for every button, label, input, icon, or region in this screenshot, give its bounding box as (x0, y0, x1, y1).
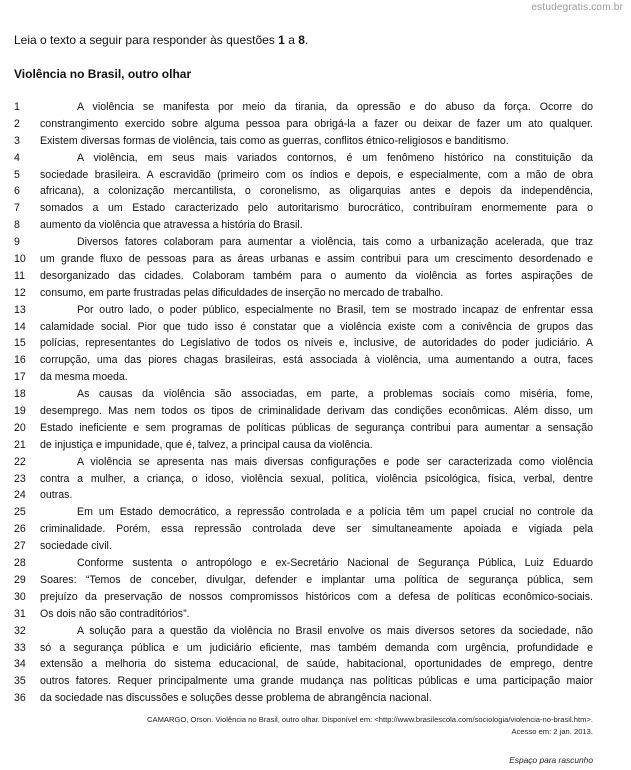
line-text: calamidade social. Pior que tudo isso é constatar que a violência existe com a conivência de grupos das (40, 320, 593, 333)
line-number: 31 (14, 607, 26, 620)
line-number: 19 (14, 405, 26, 418)
text-line (14, 386, 593, 403)
line-text: A solução para a questão da violência no Brasil envolve os mais diversos setores da sociedade, não (77, 624, 593, 637)
line-text: africana), a colonização mercantilista, o coronelismo, as oligarquias antes e depois da independência, (40, 185, 593, 198)
text-title: Violência no Brasil, outro olhar (14, 67, 192, 81)
line-number: 30 (14, 590, 26, 603)
text-line (14, 150, 593, 167)
line-number: 32 (14, 624, 26, 637)
text-line (14, 437, 593, 454)
line-number: 8 (14, 219, 20, 232)
text-line (14, 487, 593, 504)
line-text: da sociedade nas discussões e soluções desse problema de abrangência nacional. (40, 692, 432, 705)
line-number: 23 (14, 472, 26, 485)
source-citation-line: CAMARGO, Orson. Violência no Brasil, outro olhar. Disponível em: <http://www.brasilescola.com/sociologia/violencia-no-brasil.htm>. (147, 715, 593, 724)
text-line (14, 572, 593, 589)
line-number: 10 (14, 253, 26, 266)
line-text: A violência se manifesta por meio da tirania, da opressão e do abuso da força. Ocorre do (77, 101, 593, 113)
line-number: 33 (14, 641, 26, 654)
text-line (14, 640, 593, 657)
line-number: 24 (14, 489, 26, 502)
source-access-date: Acesso em: 2 jan. 2013. (511, 727, 593, 736)
line-text: somados a um Estado caracterizado pelo autoritarismo burocrático, contribuíram enormemente para o (40, 202, 593, 215)
text-line (14, 302, 593, 319)
line-number: 28 (14, 557, 26, 570)
site-watermark: estudegratis.com.br (531, 2, 623, 13)
line-number: 12 (14, 286, 26, 299)
line-text: Soares: “Temos de conceber, divulgar, defender e implantar uma política de segurança pública, sem (40, 573, 593, 586)
line-text: consumo, em parte frustradas pelas dificuldades de inserção no mercado de trabalho. (40, 286, 444, 299)
line-number: 16 (14, 354, 26, 367)
line-number: 36 (14, 692, 26, 705)
draft-space-label: Espaço para rascunho (509, 755, 593, 765)
line-number: 27 (14, 540, 26, 553)
line-number: 22 (14, 455, 26, 468)
text-line (14, 538, 593, 555)
text-line (14, 116, 593, 133)
line-text: Por outro lado, o poder público, especialmente no Brasil, tem se mostrado incapaz de enfrentar essa (77, 303, 593, 316)
line-text: um grande fluxo de pessoas para as áreas urbanas e assim contribui para um crescimento desordenado e (40, 253, 593, 266)
line-text: Estado ineficiente e sem programas de políticas públicas de segurança contribui para aumentar a sensação (40, 421, 593, 434)
text-line (14, 420, 593, 437)
text-line (14, 589, 593, 606)
line-text: outras. (40, 489, 73, 502)
line-text: desorganizado das cidades. Colaboram também para o aumento da violência as fortes aspirações de (40, 269, 593, 282)
text-line (14, 251, 593, 268)
line-number: 17 (14, 371, 26, 384)
text-line (14, 504, 593, 521)
text-line (14, 319, 593, 336)
intro-instruction: Leia o texto a seguir para responder às questões 1 a 8. (14, 33, 309, 47)
line-text: A violência se apresenta nas mais diversas configurações e pode ser caracterizada como violência (77, 455, 593, 468)
line-text: sociedade brasileira. A escravidão (primeiro com os índios e depois, e especialmente, com a mão de obra (40, 168, 593, 181)
text-line (14, 690, 593, 707)
line-number: 1 (14, 101, 20, 113)
line-text: da mesma moeda. (40, 371, 128, 384)
line-text: desemprego. Mas nem todos os tipos de criminalidade derivam das condições econômicas. Além disso, um (40, 405, 593, 418)
text-line (14, 200, 593, 217)
line-number: 11 (14, 269, 25, 282)
line-number: 3 (14, 134, 20, 147)
line-number: 25 (14, 506, 26, 519)
text-line (14, 623, 593, 640)
line-number: 18 (14, 388, 26, 401)
line-text: Existem diversas formas de violência, tais como as guerras, conflitos étnico-religiosos e banditismo. (40, 134, 509, 147)
text-line (14, 521, 593, 538)
line-text: sociedade civil. (40, 540, 112, 553)
line-number: 34 (14, 658, 26, 671)
text-line (14, 183, 593, 200)
line-number: 29 (14, 573, 26, 586)
text-line (14, 673, 593, 690)
line-number: 2 (14, 117, 20, 130)
text-line (14, 454, 593, 471)
text-line (14, 167, 593, 184)
line-number: 5 (14, 168, 20, 181)
line-text: Diversos fatores colaboram para aumentar a violência, tais como a urbanização acelerada, que traz (77, 236, 593, 249)
text-line (14, 352, 593, 369)
text-line (14, 369, 593, 386)
line-text: só a segurança pública e um judiciário eficiente, mas também demanda com urgência, profundidade e (40, 641, 593, 654)
line-text: Em um Estado democrático, a repressão controlada e a polícia têm um papel crucial no controle da (77, 506, 593, 519)
line-text: prejuízo da preservação de nossos compromissos históricos com a defesa de políticas econômico-sociais. (40, 590, 593, 603)
line-text: Conforme sustenta o antropólogo e ex-Secretário Nacional de Segurança Pública, Luiz Eduardo (77, 557, 593, 570)
line-text: Os dois não são contraditórios”. (40, 607, 190, 620)
line-text: aumento da violência que atravessa a história do Brasil. (40, 219, 303, 232)
numbered-text-body (14, 99, 593, 707)
line-text: As causas da violência são associadas, em parte, a problemas sociais como miséria, fome, (77, 388, 593, 401)
text-line (14, 285, 593, 302)
text-line (14, 656, 593, 673)
line-text: outros fatores. Requer principalmente uma grande mudança nas políticas públicas e uma participação maior (40, 675, 593, 688)
line-number: 7 (14, 202, 20, 215)
line-number: 4 (14, 151, 20, 164)
line-text: A violência, em seus mais variados contornos, é um fenômeno histórico na constituição da (77, 151, 593, 164)
line-number: 15 (14, 337, 26, 350)
line-number: 20 (14, 421, 26, 434)
line-number: 6 (14, 185, 20, 198)
text-line (14, 555, 593, 572)
line-number: 21 (14, 438, 26, 451)
line-text: polícias, representantes do Legislativo de todos os níveis e, inclusive, de autoridades do poder judiciário. A (40, 337, 593, 350)
text-line (14, 335, 593, 352)
line-text: corrupção, uma das piores chagas brasileiras, está associada à violência, uma aumentando a outra, faces (40, 354, 593, 367)
line-text: de injustiça e impunidade, que é, talvez, a principal causa da violência. (40, 438, 373, 451)
line-text: criminalidade. Porém, essa repressão controlada deve ser simultaneamente apoiada e vigiada pela (40, 523, 593, 536)
line-text: constrangimento exercido sobre alguma pessoa para obrigá-la a fazer ou deixar de fazer um ato qualquer. (40, 117, 593, 130)
text-line (14, 471, 593, 488)
text-line (14, 234, 593, 251)
line-number: 14 (14, 320, 26, 333)
line-text: extensão a melhoria do sistema educacional, de saúde, habitacional, oportunidades de emprego, dentre (40, 658, 593, 671)
source-citation (147, 714, 593, 738)
line-number: 35 (14, 675, 26, 688)
line-text: contra a mulher, a criança, o idoso, violência sexual, política, violência psicológica, física, verbal, dentre (40, 472, 593, 485)
text-line (14, 268, 593, 285)
line-number: 26 (14, 523, 26, 536)
text-line (14, 606, 593, 623)
text-line (14, 99, 593, 116)
line-number: 9 (14, 236, 20, 249)
line-number: 13 (14, 303, 26, 316)
text-line (14, 133, 593, 150)
text-line (14, 217, 593, 234)
text-line (14, 403, 593, 420)
